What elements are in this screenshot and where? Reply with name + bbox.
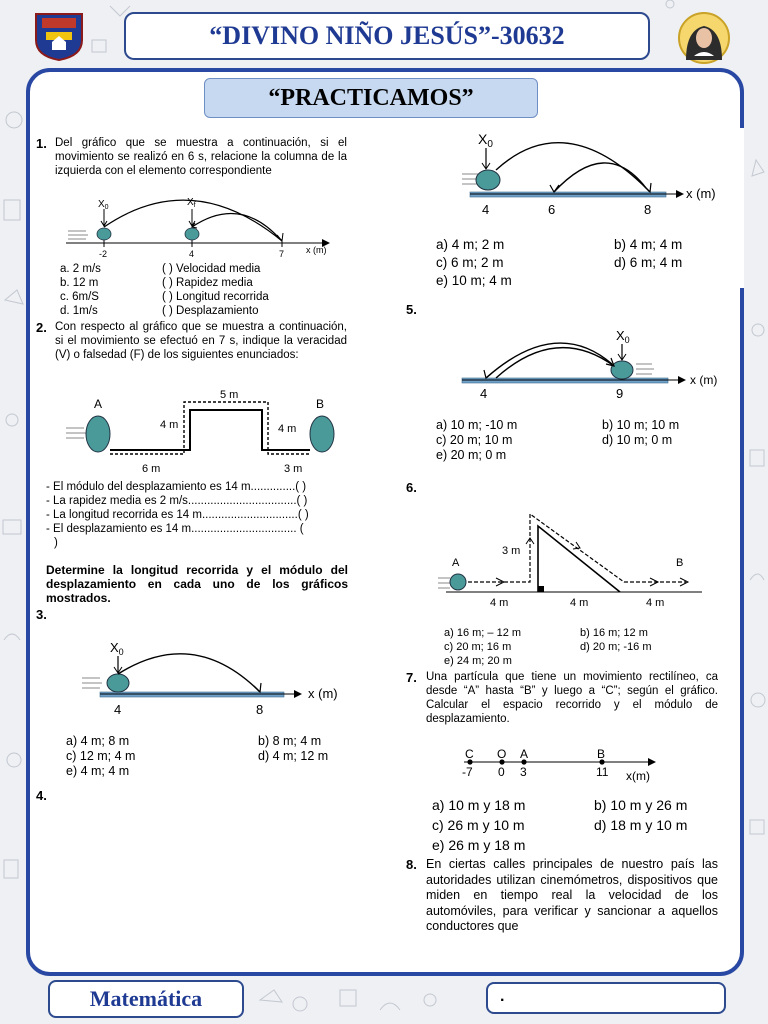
q5-option-e: e) 20 m; 0 m — [436, 448, 507, 462]
q2-statement-4-close: ) — [54, 537, 58, 549]
q5-option-b: b) 10 m; 10 m — [602, 418, 680, 432]
q7-label-c: C — [465, 747, 474, 761]
q5-tick-1: 4 — [480, 386, 488, 401]
section-banner: “PRACTICAMOS” — [204, 78, 538, 118]
q7-option-a: a) 10 m y 18 m — [432, 797, 526, 813]
q1-number: 1. — [36, 136, 47, 151]
q7-figure — [450, 744, 670, 786]
q5-number: 5. — [406, 302, 417, 317]
q1-left-1: a. 2 m/s — [60, 263, 101, 275]
q1-xf-sub: f — [193, 202, 196, 209]
q7-number: 7. — [406, 670, 417, 685]
q6-label-height: 3 m — [502, 545, 521, 557]
q1-left-3: c. 6m/S — [60, 291, 99, 303]
q1-right-3: ( ) Longitud recorrida — [162, 291, 269, 303]
q8-number: 8. — [406, 857, 417, 872]
q4-axis-label: x (m) — [686, 186, 716, 201]
school-title: “DIVINO NIÑO JESÚS”-30632 — [124, 12, 650, 60]
q6-label-b: B — [676, 557, 684, 569]
svg-text:X0 — [478, 131, 493, 150]
q2-label-b: B — [316, 397, 325, 411]
svg-text:Xf — [187, 197, 196, 209]
q7-option-d: d) 18 m y 10 m — [594, 817, 688, 833]
q3-option-a: a) 4 m; 8 m — [66, 734, 130, 748]
q4-number: 4. — [36, 788, 47, 803]
q4-x0-label: X — [478, 131, 488, 147]
q6-label-seg3: 4 m — [646, 597, 665, 609]
q2-statement-3: - La longitud recorrida es 14 m..............................( ) — [46, 509, 309, 521]
q7-text: Una partícula que tiene un movimiento rectilíneo, ca desde “A” hasta “B” y luego a “C”; según el gráfico. Calcular el espacio recorrido y el módulo de desplazamiento. — [426, 671, 718, 725]
q7-option-e: e) 26 m y 18 m — [432, 837, 526, 853]
q5-figure — [456, 326, 726, 402]
q1-text: Del gráfico que se muestra a continuación, si el movimiento se realizó en 6 s, relacione la columna de la izquierda con el elemento correspondiente — [55, 137, 347, 177]
q1-left-2: b. 12 m — [60, 277, 99, 289]
q6-label-a: A — [452, 557, 460, 569]
q3-option-e: e) 4 m; 4 m — [66, 764, 130, 778]
q6-option-e: e) 24 m; 20 m — [444, 655, 512, 667]
q7-option-c: c) 26 m y 10 m — [432, 817, 525, 833]
q1-left-4: d. 1m/s — [60, 305, 98, 317]
q2-label-4m-left: 4 m — [160, 419, 179, 431]
q7-label-a: A — [520, 747, 529, 761]
q1-x0-label: X — [98, 199, 105, 210]
q4-figure — [456, 130, 726, 220]
q7-axis-label: x(m) — [626, 769, 650, 783]
q3-x0-label: X — [110, 640, 119, 655]
q1-figure — [60, 195, 350, 265]
q1-right-4: ( ) Desplazamiento — [162, 305, 259, 317]
q5-option-a: a) 10 m; -10 m — [436, 418, 518, 432]
q2-label-4m-right: 4 m — [278, 423, 297, 435]
svg-text:X0 — [98, 199, 109, 211]
q2-label-a: A — [94, 397, 103, 411]
q5-option-c: c) 20 m; 10 m — [436, 433, 513, 447]
q2-statement-1: - El módulo del desplazamiento es 14 m..............( ) — [46, 481, 307, 493]
q4-x0-sub: 0 — [487, 139, 493, 150]
q4-tick-1: 4 — [482, 202, 490, 217]
q1-axis-label: x (m) — [306, 245, 327, 255]
q1-x0-sub: 0 — [104, 204, 109, 211]
q2-number: 2. — [36, 320, 47, 335]
footer-subject: Matemática — [48, 980, 244, 1018]
q1-xf-label: X — [187, 197, 194, 208]
q4-option-c: c) 6 m; 2 m — [436, 255, 504, 270]
svg-text:X0 — [616, 328, 630, 345]
q2-statement-4: - El desplazamiento es 14 m................................. ( — [46, 523, 304, 535]
footer-name-field: . — [486, 982, 726, 1014]
q3-tick-2: 8 — [256, 702, 264, 717]
q6-figure — [436, 508, 736, 612]
svg-text:X0 — [110, 640, 124, 657]
q3-option-b: b) 8 m; 4 m — [258, 734, 322, 748]
q5-option-d: d) 10 m; 0 m — [602, 433, 673, 447]
q4-tick-3: 8 — [644, 202, 652, 217]
q7-label-b: B — [597, 747, 606, 761]
q3-tick-1: 4 — [114, 702, 122, 717]
instruction-text: Determine la longitud recorrida y el módulo del desplazamiento en cada uno de los gráficos mostrados. — [46, 563, 348, 605]
q3-axis-label: x (m) — [308, 686, 338, 701]
q7-label-o: O — [497, 747, 507, 761]
q5-x0-sub: 0 — [624, 335, 630, 345]
q4-tick-2: 6 — [548, 202, 556, 217]
q6-option-a: a) 16 m; – 12 m — [444, 627, 522, 639]
q2-figure — [62, 384, 352, 478]
q3-option-d: d) 4 m; 12 m — [258, 749, 329, 763]
q1-right-2: ( ) Rapidez media — [162, 277, 253, 289]
q4-option-d: d) 6 m; 4 m — [614, 255, 683, 270]
q7-value-o: 0 — [498, 765, 505, 779]
q4-option-b: b) 4 m; 4 m — [614, 237, 683, 252]
q4-option-e: e) 10 m; 4 m — [436, 273, 512, 288]
q6-label-seg1: 4 m — [490, 597, 509, 609]
q2-label-3m: 3 m — [284, 463, 303, 475]
q1-tick-1: -2 — [99, 249, 108, 259]
q5-axis-label: x (m) — [690, 373, 718, 387]
q6-option-b: b) 16 m; 12 m — [580, 627, 648, 639]
q7-value-c: -7 — [462, 765, 473, 779]
q4-option-a: a) 4 m; 2 m — [436, 237, 505, 252]
q6-option-d: d) 20 m; -16 m — [580, 641, 652, 653]
q3-number: 3. — [36, 607, 47, 622]
q5-x0-label: X — [616, 328, 625, 343]
q2-text: Con respecto al gráfico que se muestra a continuación, si el movimiento se efectuó en 7 s, indique la veracidad (V) o falsedad (F) de los siguientes enunciados: — [55, 321, 347, 361]
q5-tick-2: 9 — [616, 386, 624, 401]
q6-option-c: c) 20 m; 16 m — [444, 641, 512, 653]
q3-figure — [64, 640, 344, 720]
q6-label-seg2: 4 m — [570, 597, 589, 609]
q7-option-b: b) 10 m y 26 m — [594, 797, 688, 813]
q2-label-6m: 6 m — [142, 463, 161, 475]
q1-tick-2: 4 — [189, 249, 195, 259]
q7-value-b: 11 — [596, 765, 609, 779]
q2-label-5m: 5 m — [220, 389, 239, 401]
q8-text: En ciertas calles principales de nuestro país las autoridades utilizan cinemómetros, dispositivos que miden en tiempo real la velocidad de los automóviles, para verificar y sancionar a aquellos conductores que — [426, 857, 718, 933]
q6-number: 6. — [406, 480, 417, 495]
q1-tick-3: 7 — [279, 249, 285, 259]
q1-right-1: ( ) Velocidad media — [162, 263, 261, 275]
q3-x0-sub: 0 — [118, 647, 124, 657]
q2-statement-2: - La rapidez media es 2 m/s..................................( ) — [46, 495, 308, 507]
q7-value-a: 3 — [520, 765, 527, 779]
q3-option-c: c) 12 m; 4 m — [66, 749, 136, 763]
